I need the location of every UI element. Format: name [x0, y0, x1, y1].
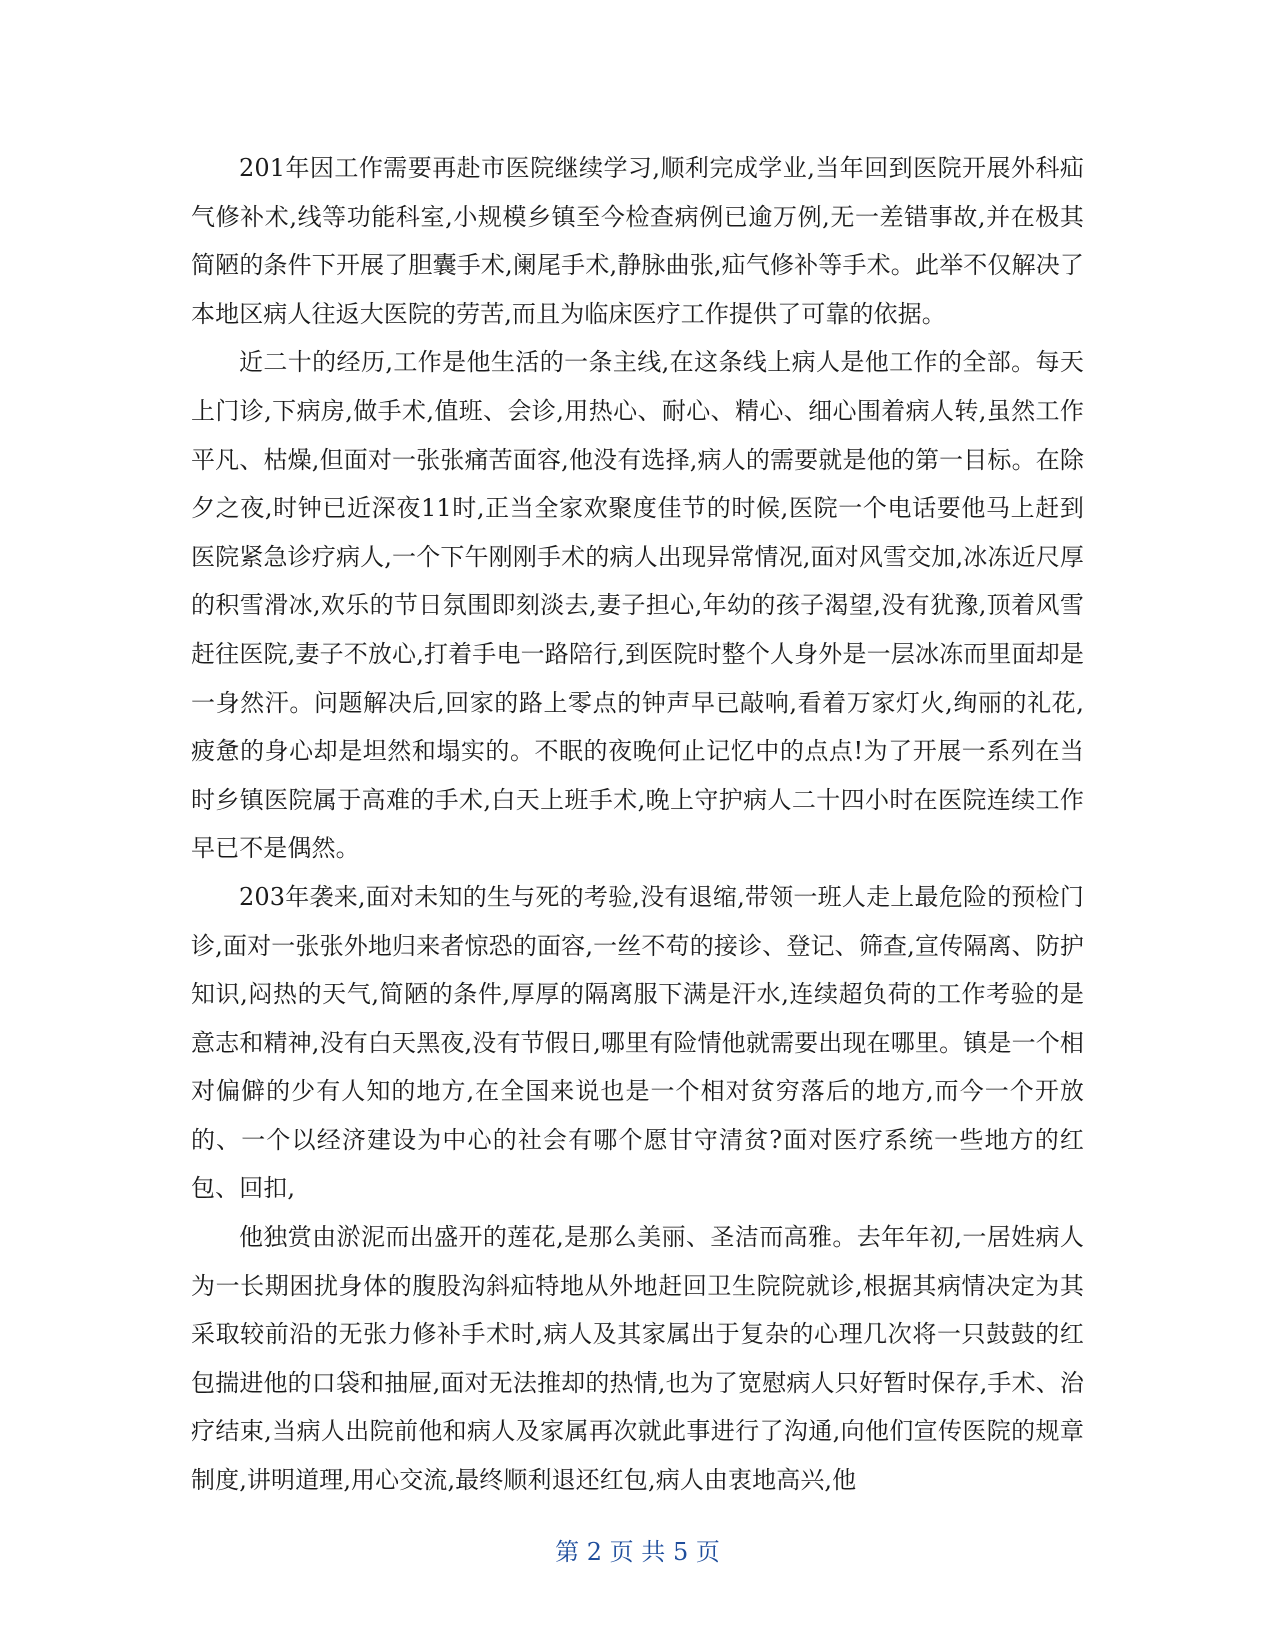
paragraph-4: 他独赏由淤泥而出盛开的莲花,是那么美丽、圣洁而高雅。去年年初,一居姓病人为一长期困扰身体的腹股沟斜疝特地从外地赶回卫生院院就诊,根据其病情决定为其采取较前沿的无张力修补手术时,病人及其家属出于复杂的心理几次将一只鼓鼓的红包揣进他的口袋和抽屉,面对无法推却的热情,也为了宽慰病人只好暂时保存,手术、治疗结束,当病人出院前他和病人及家属再次就此事进行了沟通,向他们宣传医院的规章制度,讲明道理,用心交流,最终顺利退还红包,病人由衷地高兴,他: [191, 1223, 1084, 1495]
paragraph-2: 近二十的经历,工作是他生活的一条主线,在这条线上病人是他工作的全部。每天上门诊,下病房,做手术,值班、会诊,用热心、耐心、精心、细心围着病人转,虽然工作平凡、枯燥,但面对一张张痛苦面容,他没有选择,病人的需要就是他的第一目标。在除夕之夜,时钟已近深夜11时,正当全家欢聚度佳节的时候,医院一个电话要他马上赶到医院紧急诊疗病人,一个下午刚刚手术的病人出现异常情况,面对风雪交加,冰冻近尺厚的积雪滑冰,欢乐的节日氛围即刻淡去,妻子担心,年幼的孩子渴望,没有犹豫,顶着风雪赶往医院,妻子不放心,打着手电一路陪行,到医院时整个人身外是一层冰冻而里面却是一身然汗。问题解决后,回家的路上零点的钟声早已敲响,看着万家灯火,绚丽的礼花,疲惫的身心却是坦然和塌实的。不眠的夜晚何止记忆中的点点!为了开展一系列在当时乡镇医院属于高难的手术,白天上班手术,晚上守护病人二十四小时在医院连续工作早已不是偶然。: [191, 348, 1084, 863]
page-number-footer: 第 2 页 共 5 页: [555, 1538, 720, 1566]
body-text: [191, 144, 1084, 1505]
paragraph-3: 203年袭来,面对未知的生与死的考验,没有退缩,带领一班人走上最危险的预检门诊,面对一张张外地归来者惊恐的面容,一丝不苟的接诊、登记、筛查,宣传隔离、防护知识,闷热的天气,简陋的条件,厚厚的隔离服下满是汗水,连续超负荷的工作考验的是意志和精神,没有白天黑夜,没有节假日,哪里有险情他就需要出现在哪里。镇是一个相对偏僻的少有人知的地方,在全国来说也是一个相对贫穷落后的地方,而今一个开放的、一个以经济建设为中心的社会有哪个愿甘守清贫?面对医疗系统一些地方的红包、回扣,: [191, 882, 1084, 1203]
paragraph-1: 201年因工作需要再赴市医院继续学习,顺利完成学业,当年回到医院开展外科疝气修补术,线等功能科室,小规模乡镇至今检查病例已逾万例,无一差错事故,并在极其简陋的条件下开展了胆囊手术,阑尾手术,静脉曲张,疝气修补等手术。此举不仅解决了本地区病人往返大医院的劳苦,而且为临床医疗工作提供了可靠的依据。: [191, 154, 1084, 328]
